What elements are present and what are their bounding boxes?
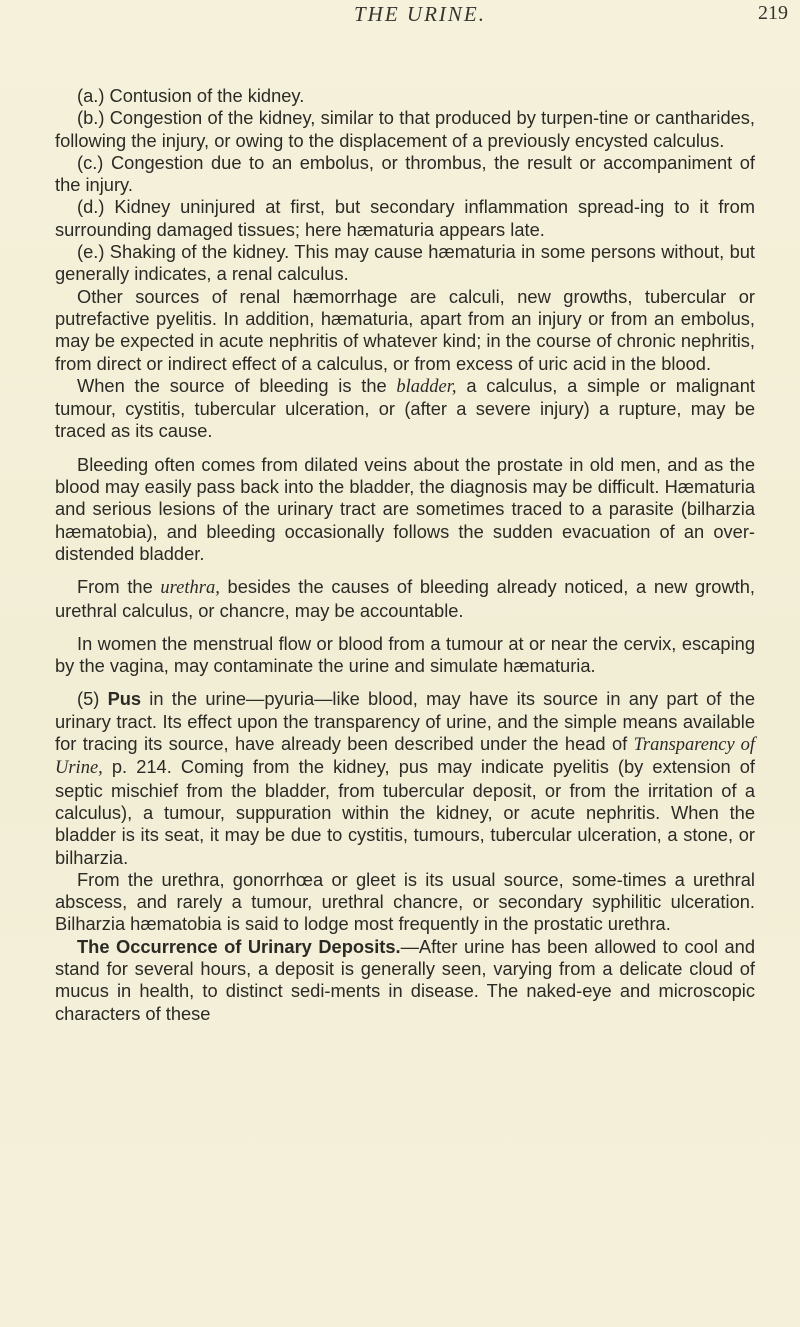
paragraph-contusion: (a.) Contusion of the kidney. [77, 85, 305, 106]
running-head [0, 0, 800, 40]
bladder-text-start: When the source of bleeding is the [77, 374, 397, 396]
pus-text-start: in the urine—pyuria—like blood, may have its source in any part of the urinary tract. Its effect upon the transparency of urine, and the simple means available for tracing its source, have already been described under the head of [55, 688, 755, 755]
paragraph-other-sources: Other sources of renal hæmorrhage are calculi, new growths, tubercular or putrefactive pyelitis. In addition, hæmaturia, apart from an injury or from an embolus, may be expected in acute nephritis of whatever kind; in the course of chronic nephritis, from direct or indirect effect of a calculus, or from excess of uric acid in the blood. [55, 285, 755, 374]
running-title: THE URINE. [354, 2, 486, 26]
deposits-text: —After urine has been allowed to cool and stand for several hours, a deposit is generally seen, varying from a delicate cloud of mucus in health, to distinct sedi-ments in disease. The naked-eye and microscopic characters of these [55, 935, 755, 1024]
paragraph-pus [55, 688, 755, 868]
paragraph-women: In women the menstrual flow or blood from a tumour at or near the cervix, escaping by the vagina, may contaminate the urine and simulate hæmaturia. [55, 632, 755, 677]
urethra-text-end: besides the causes of bleeding already noticed, a new growth, urethral calculus, or chancre, may be accountable. [55, 576, 755, 621]
body-text [55, 85, 755, 1025]
paragraph-shaking: (e.) Shaking of the kidney. This may cause hæmaturia in some persons without, but generally indicates, a renal calculus. [55, 241, 755, 285]
paragraph-urethra [55, 576, 755, 622]
bladder-term: bladder, [396, 376, 457, 397]
paragraph-deposits [55, 936, 755, 1025]
paragraph-embolus: (c.) Congestion due to an embolus, or thrombus, the result or accompaniment of the injury. [55, 151, 755, 196]
urethra-term: urethra, [160, 578, 220, 599]
paragraph-gonorrhoea: From the urethra, gonorrhœa or gleet is its usual source, some-times a urethral abscess, and rarely a tumour, urethral chancre, or secondary syphilitic ulceration. Bilharzia hæmatobia is said to lodge most frequently in the prostatic urethra. [55, 868, 755, 935]
paragraph-secondary-inflammation: (d.) Kidney uninjured at first, but secondary inflammation spread-ing to it from surrounding damaged tissues; here hæmaturia appears late. [55, 196, 755, 240]
pus-number: (5) [77, 688, 108, 710]
deposits-heading: The Occurrence of Urinary Deposits. [77, 935, 401, 957]
paragraph-prostate: Bleeding often comes from dilated veins about the prostate in old men, and as the blood may easily pass back into the bladder, the diagnosis may be difficult. Hæmaturia and serious lesions of the urinary tract are sometimes traced to a parasite (bilharzia hæmatobia), and bleeding occasionally follows the sudden evacuation of an over-distended bladder. [55, 453, 755, 564]
paragraph-bladder [55, 375, 755, 443]
paragraph-congestion: (b.) Congestion of the kidney, similar to that produced by turpen-tine or cantharides, following the injury, or owing to the displacement of a previously encysted calculus. [55, 107, 755, 151]
pus-reference: Transparency of Urine, [55, 735, 755, 779]
urethra-text-start: From the [77, 576, 161, 598]
pus-text-end: p. 214. Coming from the kidney, pus may indicate pyelitis (by extension of septic mischief from the bladder, from tubercular deposit, or from the irritation of a calculus), a tumour, suppuration within the kidney, or acute nephritis. When the bladder is its seat, it may be due to cystitis, tumours, tubercular ulceration, a stone, or bilharzia. [55, 756, 755, 868]
pus-heading: Pus [107, 688, 142, 710]
page-number: 219 [758, 2, 788, 24]
bladder-text-end: a calculus, a simple or malignant tumour, cystitis, tubercular ulceration, or (after a severe injury) a rupture, may be traced as its cause. [55, 374, 755, 442]
